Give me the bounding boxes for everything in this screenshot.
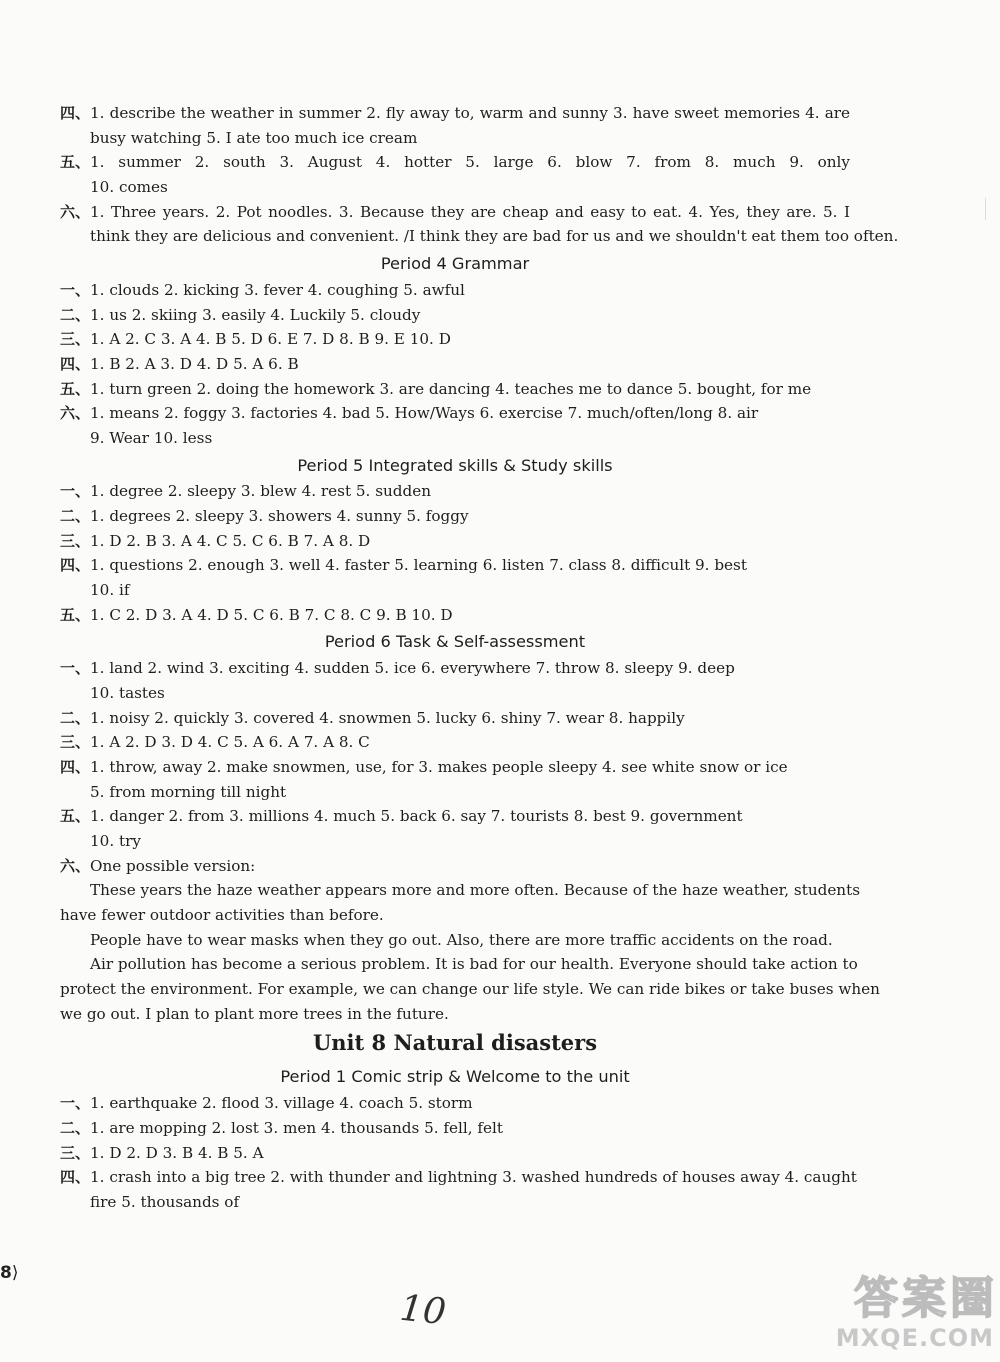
answer-item: [60, 150, 850, 175]
item-answers: 1. clouds 2. kicking 3. fever 4. coughing 5. awful: [90, 280, 465, 299]
item-answers: 1. degrees 2. sleepy 3. showers 4. sunny 5. foggy: [90, 507, 469, 525]
answer-item: [60, 656, 850, 681]
answer-item: [60, 278, 850, 303]
answer-continuation: 9. Wear 10. less: [90, 428, 213, 447]
item-marker: 五、: [60, 605, 91, 624]
essay-line: Air pollution has become a serious problem. It is bad for our health. Everyone should take action to: [90, 955, 858, 974]
item-answers: 1. us 2. skiing 3. easily 4. Luckily 5. cloudy: [90, 305, 421, 324]
item-answers: 1. means 2. foggy 3. factories 4. bad 5. How/Ways 6. exercise 7. much/often/long 8. air: [90, 404, 759, 423]
item-marker: 六、: [60, 856, 91, 875]
watermark-text: MXQE.COM: [835, 1324, 994, 1352]
answer-item: [60, 804, 850, 829]
item-answers: 1. A 2. D 3. D 4. C 5. A 6. A 7. A 8. C: [90, 733, 370, 752]
answer-continuation: 10. if: [90, 581, 130, 600]
period-heading: Period 6 Task & Self-assessment: [324, 632, 586, 652]
item-marker: 二、: [60, 1118, 91, 1137]
answer-item: [60, 303, 850, 328]
item-answers: 1. land 2. wind 3. exciting 4. sudden 5. ice 6. everywhere 7. throw 8. sleepy 9. deep: [90, 659, 735, 678]
item-answers: 1. summer 2. south 3. August 4. hotter 5. large 6. blow 7. from 8. much 9. only: [90, 153, 850, 172]
unit-title: Unit 8 Natural disasters: [312, 1030, 598, 1056]
essay-line: have fewer outdoor activities than before.: [60, 906, 384, 924]
essay-line: People have to wear masks when they go out. Also, there are more traffic accidents on the road.: [90, 930, 833, 949]
item-marker: 四、: [60, 757, 91, 776]
answer-continuation: think they are delicious and convenient. /I think they are bad for us and we shouldn't eat them too often.: [90, 227, 899, 246]
watermark: [828, 1262, 998, 1358]
answer-item: [60, 479, 850, 504]
answer-item: [60, 327, 850, 352]
item-answers: 1. A 2. C 3. A 4. B 5. D 6. E 7. D 8. B 9. E 10. D: [90, 330, 451, 349]
item-marker: 五、: [60, 379, 91, 398]
answer-item: [60, 401, 850, 426]
item-answers: 1. B 2. A 3. D 4. D 5. A 6. B: [90, 354, 299, 373]
answer-item: [60, 603, 850, 628]
answer-item: [60, 730, 850, 755]
answer-item: [60, 101, 850, 126]
item-answers: 1. D 2. B 3. A 4. C 5. C 6. B 7. A 8. D: [90, 531, 371, 550]
item-answers: 1. questions 2. enough 3. well 4. faster 5. learning 6. listen 7. class 8. difficult 9. best: [90, 556, 747, 575]
answer-item: [60, 1165, 857, 1190]
answer-item: [60, 1141, 850, 1166]
page-number: 8⟩: [0, 1263, 19, 1283]
item-answers: 1. Three years. 2. Pot noodles. 3. Because they are cheap and easy to eat. 4. Yes, they are. 5. I: [90, 202, 850, 221]
answer-continuation: busy watching 5. I ate too much ice cream: [90, 128, 418, 147]
item-marker: 二、: [60, 305, 91, 324]
period-heading: Period 4 Grammar: [380, 254, 530, 274]
answer-item: [60, 706, 850, 731]
handwritten-mark: 10: [397, 1287, 448, 1334]
item-answers: 1. noisy 2. quickly 3. covered 4. snowmen 5. lucky 6. shiny 7. wear 8. happily: [90, 708, 685, 727]
item-answers: 1. crash into a big tree 2. with thunder and lightning 3. washed hundreds of houses away 4. caught: [90, 1168, 857, 1187]
essay-paragraph: [60, 952, 880, 1026]
answer-continuation: 10. comes: [90, 178, 168, 197]
essay-paragraph: [60, 928, 850, 953]
item-answers: 1. turn green 2. doing the homework 3. are dancing 4. teaches me to dance 5. bought, for me: [90, 379, 812, 398]
answer-item: [60, 1116, 850, 1141]
period-heading: Period 1 Comic strip & Welcome to the unit: [280, 1067, 630, 1087]
item-marker: 四、: [60, 1168, 91, 1187]
watermark-logo: 答案圈: [854, 1273, 998, 1324]
answer-item: [60, 352, 850, 377]
answer-continuation: 5. from morning till night: [90, 782, 287, 801]
answer-item: [60, 504, 850, 529]
answer-item: [60, 553, 850, 578]
answer-continuation: 10. tastes: [90, 683, 165, 702]
answer-item: [60, 529, 850, 554]
answer-item: [60, 1091, 850, 1116]
item-marker: 二、: [60, 507, 91, 525]
item-marker: 四、: [60, 556, 91, 575]
item-marker: 二、: [60, 708, 91, 727]
item-marker: 一、: [60, 659, 91, 678]
item-answers: 1. danger 2. from 3. millions 4. much 5. back 6. say 7. tourists 8. best 9. government: [90, 807, 743, 826]
item-marker: 一、: [60, 482, 91, 501]
item-marker: 三、: [60, 733, 91, 752]
item-answers: 1. earthquake 2. flood 3. village 4. coach 5. storm: [90, 1094, 473, 1113]
essay-line: we go out. I plan to plant more trees in the future.: [60, 1004, 449, 1023]
period-heading: Period 5 Integrated skills & Study skills: [297, 455, 613, 475]
essay-paragraph: [60, 878, 860, 927]
answer-item: [60, 377, 850, 402]
item-answers: 1. are mopping 2. lost 3. men 4. thousands 5. fell, felt: [90, 1118, 503, 1137]
answer-item: [60, 755, 850, 780]
answer-continuation: 10. try: [90, 831, 141, 850]
answer-item: [60, 854, 850, 879]
item-marker: 四、: [60, 104, 91, 122]
item-answers: 1. describe the weather in summer 2. fly away to, warm and sunny 3. have sweet memories 4. are: [90, 104, 850, 122]
item-marker: 五、: [60, 153, 91, 172]
essay-line: These years the haze weather appears more and more often. Because of the haze weather, students: [90, 881, 860, 900]
answer-continuation: fire 5. thousands of: [90, 1192, 240, 1211]
item-answers: 1. degree 2. sleepy 3. blew 4. rest 5. sudden: [90, 482, 431, 501]
item-answers: 1. D 2. D 3. B 4. B 5. A: [90, 1143, 264, 1162]
item-marker: 五、: [60, 807, 91, 826]
item-marker: 一、: [60, 280, 91, 299]
answer-item: [60, 200, 850, 225]
item-answers: 1. C 2. D 3. A 4. D 5. C 6. B 7. C 8. C 9. B 10. D: [90, 605, 453, 624]
answer-content: [60, 101, 899, 1215]
item-marker: 三、: [60, 1143, 91, 1162]
page-edge-mark: [985, 198, 994, 220]
item-marker: 六、: [60, 404, 91, 423]
item-marker: 一、: [60, 1094, 91, 1113]
item-answers: 1. throw, away 2. make snowmen, use, for 3. makes people sleepy 4. see white snow or ice: [90, 757, 788, 776]
item-marker: 三、: [60, 330, 91, 349]
item-answers: One possible version:: [90, 856, 256, 875]
item-marker: 六、: [60, 202, 91, 221]
item-marker: 四、: [60, 354, 91, 373]
item-marker: 三、: [60, 531, 91, 550]
essay-line: protect the environment. For example, we can change our life style. We can ride bikes or take buses when: [60, 980, 880, 999]
